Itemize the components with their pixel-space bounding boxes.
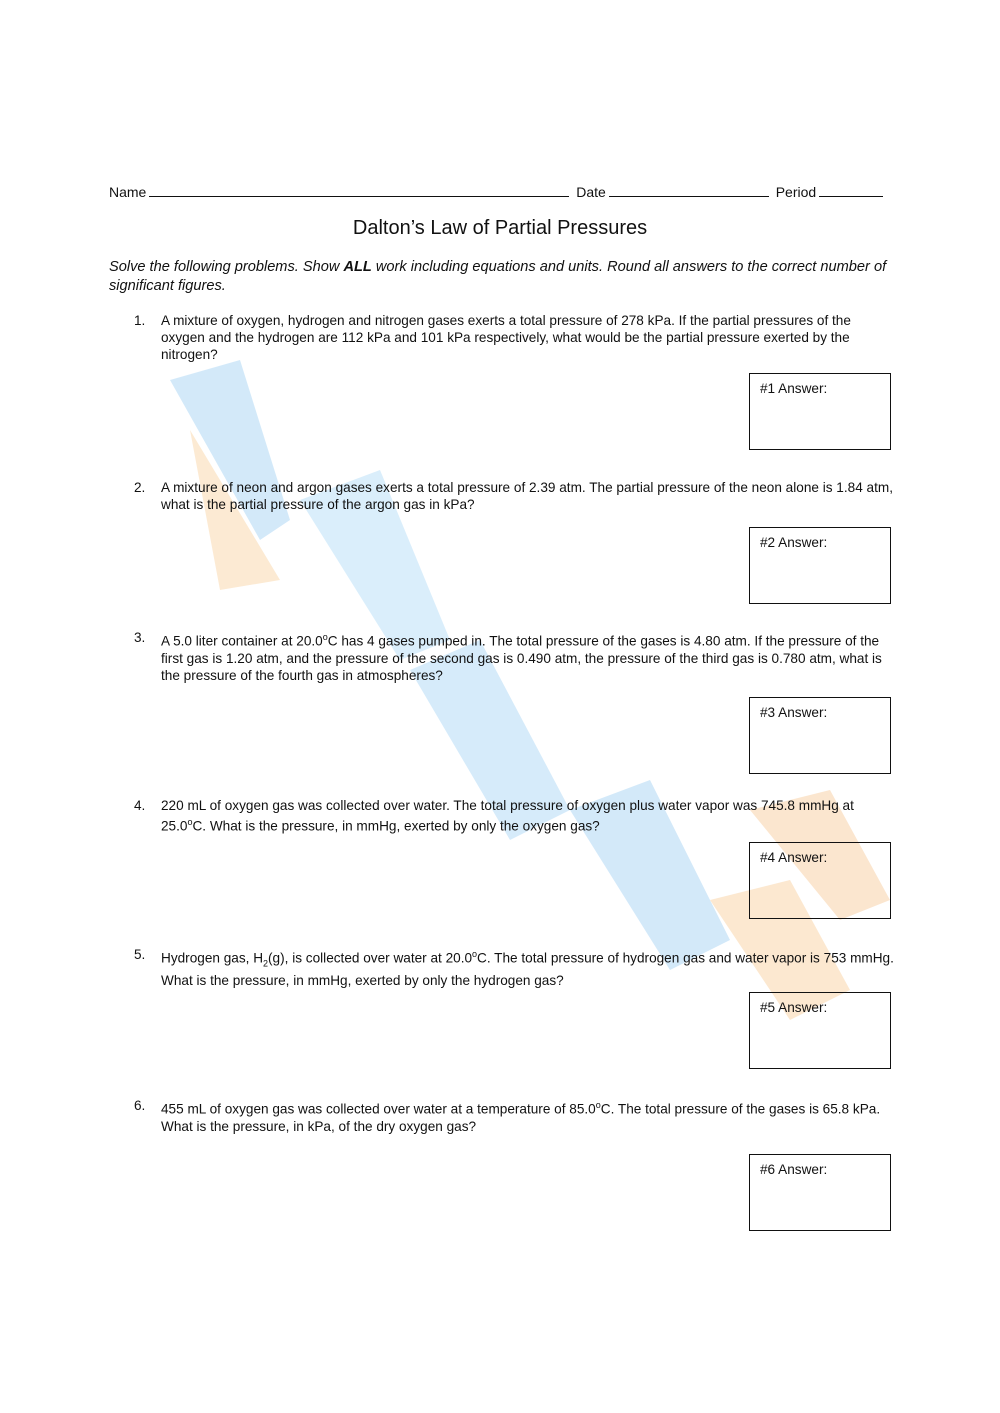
question-2	[134, 479, 894, 513]
answer-box-4[interactable]	[749, 842, 891, 919]
instructions-part1: Solve the following problems. Show	[109, 259, 344, 275]
question-text: A mixture of oxygen, hydrogen and nitrogen gases exerts a total pressure of 278 kPa. If the partial pressures of the oxygen and the hydrogen are 112 kPa and 101 kPa respectively, what would be the partial pressure exerted by the nitrogen?	[161, 313, 851, 362]
question-text-a: A 5.0 liter container at 20.0	[161, 633, 323, 649]
degree-sup: o	[187, 817, 193, 827]
instructions-emphasis: ALL	[343, 259, 372, 275]
question-number: 2.	[134, 480, 146, 495]
answer-label: #4 Answer:	[760, 850, 828, 865]
name-label: Name	[109, 184, 147, 200]
question-5	[134, 946, 894, 989]
question-text-a: Hydrogen gas, H	[161, 950, 264, 966]
degree-sup: o	[322, 632, 328, 642]
question-4	[134, 797, 894, 835]
subscript: 2	[263, 958, 269, 969]
name-blank[interactable]	[149, 184, 569, 197]
question-number: 5.	[134, 947, 146, 962]
question-number: 3.	[134, 630, 146, 645]
answer-label: #1 Answer:	[760, 381, 828, 396]
question-text	[161, 629, 894, 684]
question-3	[134, 629, 894, 684]
question-text	[161, 946, 894, 989]
worksheet-title: Dalton’s Law of Partial Pressures	[352, 217, 648, 239]
answer-box-5[interactable]	[749, 992, 891, 1069]
question-text	[161, 1097, 894, 1135]
question-text	[161, 797, 894, 835]
answer-label: #3 Answer:	[760, 705, 828, 720]
date-blank[interactable]	[609, 184, 769, 197]
instructions	[109, 258, 899, 296]
answer-box-6[interactable]	[749, 1154, 891, 1231]
instructions-part2: work including equations and units. Round all answers to the correct number of significant figures.	[109, 259, 887, 294]
question-text-b: C. What is the pressure, in mmHg, exerted by only the oxygen gas?	[192, 818, 600, 834]
answer-label: #5 Answer:	[760, 1000, 828, 1015]
answer-label: #2 Answer:	[760, 535, 828, 550]
degree-sup: o	[595, 1100, 601, 1110]
student-info-line	[109, 184, 886, 200]
degree-sup: o	[472, 949, 478, 959]
question-text-a: 455 mL of oxygen gas was collected over water at a temperature of 85.0	[161, 1101, 596, 1117]
question-number: 1.	[134, 313, 146, 328]
period-label: Period	[775, 184, 817, 200]
question-6	[134, 1097, 894, 1135]
period-blank[interactable]	[819, 184, 883, 197]
question-text-c: C. The total pressure of hydrogen gas and water vapor is 753 mmHg. What is the pressure, in mmHg, exerted by only the hydrogen gas?	[161, 950, 894, 989]
question-text-b: (g), is collected over water at 20.0	[268, 950, 473, 966]
question-1	[134, 312, 894, 363]
question-text: A mixture of neon and argon gases exerts a total pressure of 2.39 atm. The partial pressure of the neon alone is 1.84 atm, what is the partial pressure of the argon gas in kPa?	[161, 480, 893, 512]
date-label: Date	[576, 184, 606, 200]
question-text-b: C has 4 gases pumped in. The total pressure of the gases is 4.80 atm. If the pressure of the first gas is 1.20 atm, and the pressure of the second gas is 0.490 atm, the pressure of the third gas is 0.780 atm, what is the pressure of the fourth gas in atmospheres?	[161, 633, 882, 683]
answer-box-2[interactable]	[749, 527, 891, 604]
question-text-a: 220 mL of oxygen gas was collected over water. The total pressure of oxygen plus water vapor was 745.8 mmHg at 25.0	[161, 798, 854, 834]
answer-box-3[interactable]	[749, 697, 891, 774]
answer-box-1[interactable]	[749, 373, 891, 450]
question-text-b: C. The total pressure of the gases is 65.8 kPa. What is the pressure, in kPa, of the dry oxygen gas?	[161, 1101, 881, 1134]
answer-label: #6 Answer:	[760, 1162, 828, 1177]
question-number: 4.	[134, 798, 146, 813]
question-number: 6.	[134, 1098, 146, 1113]
